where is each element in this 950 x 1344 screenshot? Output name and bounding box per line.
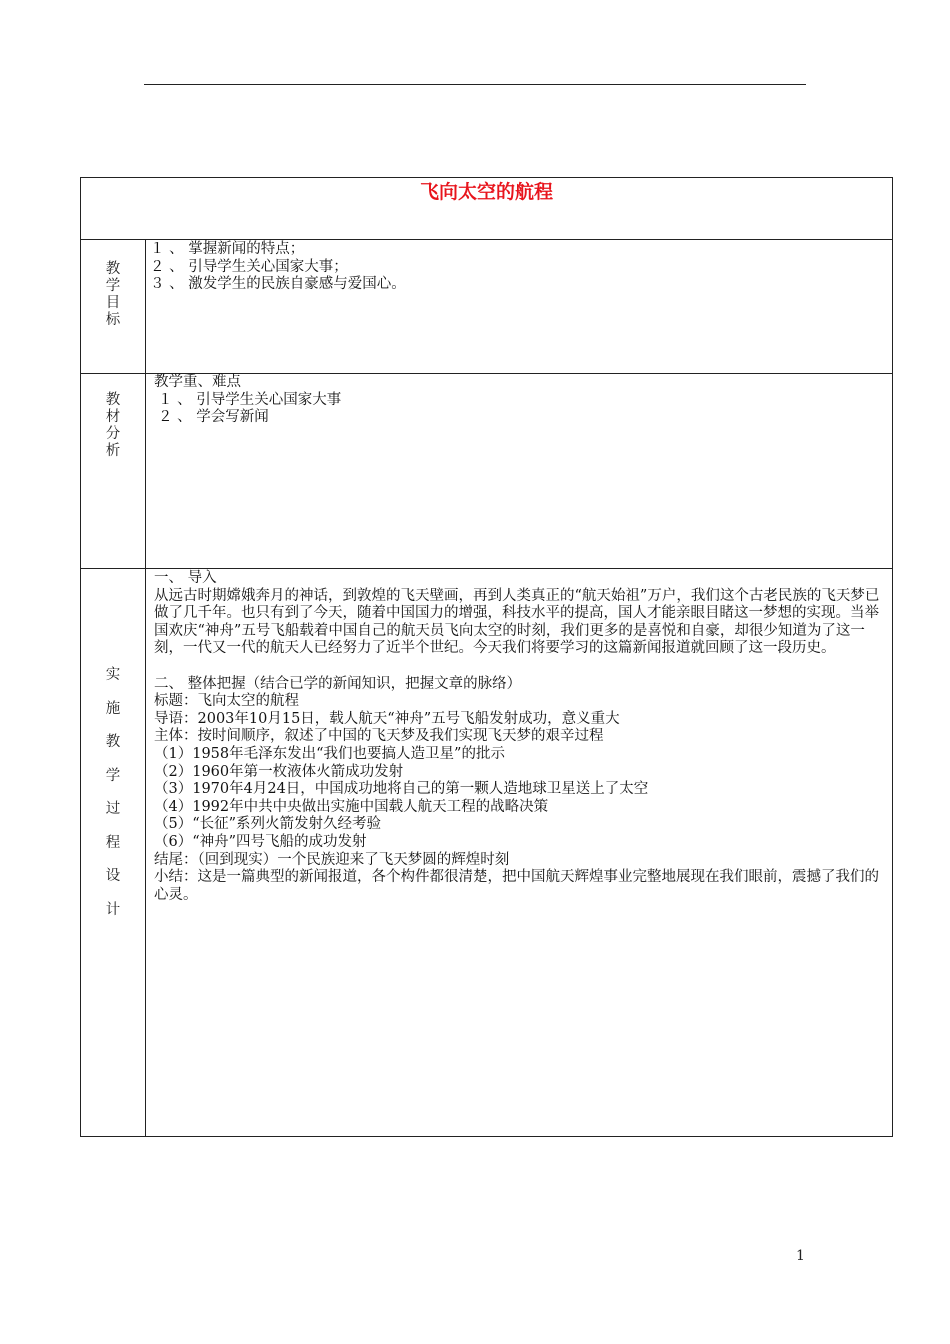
goals-label-char: 标	[105, 312, 121, 328]
process-label-char: 教	[105, 734, 121, 750]
outline-line: （4）1992年中共中央做出实施中国载人航天工程的战略决策	[154, 798, 549, 815]
analysis-heading: 教学重、难点	[154, 374, 241, 390]
analysis-item: ２ 、 学会写新闻	[158, 409, 269, 426]
analysis-label-char: 分	[105, 426, 121, 442]
page-number: 1	[796, 1248, 805, 1264]
analysis-label-char: 析	[105, 443, 121, 459]
goal-item: ２ 、 引导学生关心国家大事；	[150, 258, 348, 275]
lesson-title: 飞向太空的航程	[419, 181, 553, 203]
goals-content-cell	[146, 240, 893, 374]
analysis-item: １ 、 引导学生关心国家大事	[158, 391, 342, 408]
process-label-char: 过	[105, 801, 121, 817]
goals-row	[81, 240, 893, 374]
outline-line: 结尾：（回到现实）一个民族迎来了飞天梦圆的辉煌时刻	[154, 851, 510, 868]
outline-line: 主体：按时间顺序，叙述了中国的飞天梦及我们实现飞天梦的艰辛过程	[154, 728, 604, 745]
intro-paragraph: 从远古时期嫦娥奔月的神话，到敦煌的飞天壁画，再到人类真正的“航天始祖”万户，我们这个古老民族的飞天梦已做了几千年。也只有到了今天，随着中国国力的增强，科技水平的提高，国人才能亲眼目睹这一梦想的实现。当举国欢庆“神舟”五号飞船载着中国自己的航天员飞向太空的时刻，我们更多的是喜悦和自豪，却很少知道为了这一刻，一代又一代的航天人已经努力了近半个世纪。今天我们将要学习的这篇新闻报道就回顾了这一段历史。	[154, 587, 880, 657]
title-row	[81, 178, 893, 240]
goals-label-char: 教	[105, 261, 121, 277]
outline-line: （1）1958年毛泽东发出“我们也要搞人造卫星”的批示	[154, 745, 505, 762]
analysis-label-char: 教	[105, 392, 121, 408]
process-label-char: 学	[105, 767, 121, 784]
process-label-char: 设	[105, 868, 121, 884]
process-label-char: 实	[105, 667, 121, 683]
title-cell	[81, 178, 893, 240]
header-rule	[144, 84, 806, 85]
analysis-label-cell	[81, 374, 146, 569]
process-row	[81, 569, 893, 1137]
process-label-char: 程	[105, 834, 121, 851]
outline-line: （5）“长征”系列火箭发射久经考验	[154, 816, 382, 833]
goals-label-char: 目	[105, 295, 121, 311]
analysis-content-cell	[146, 374, 893, 569]
section-heading-intro: 一、 导入	[154, 570, 217, 586]
section-heading-overview: 二、 整体把握（结合已学的新闻知识，把握文章的脉络）	[154, 675, 522, 692]
outline-line: 标题：飞向太空的航程	[154, 693, 299, 710]
outline-line: （3）1970年4月24日，中国成功地将自己的第一颗人造地球卫星送上了太空	[154, 781, 649, 798]
blank-line	[154, 658, 888, 676]
analysis-row	[81, 374, 893, 569]
goal-item: １ 、 掌握新闻的特点；	[150, 241, 305, 257]
process-content-cell	[146, 569, 893, 1137]
process-label-char: 施	[105, 700, 121, 717]
summary-line: 小结：这是一篇典型的新闻报道，各个构件都很清楚，把中国航天辉煌事业完整地展现在我们眼前，震撼了我们的心灵。	[154, 869, 879, 903]
outline-line: （6）“神舟”四号飞船的成功发射	[154, 833, 367, 850]
analysis-label-char: 材	[105, 409, 121, 425]
process-label-cell	[81, 569, 146, 1137]
goals-label-char: 学	[105, 278, 121, 294]
goal-item: ３ 、 激发学生的民族自豪感与爱国心。	[150, 276, 406, 293]
process-label-char: 计	[105, 901, 121, 918]
goals-label	[81, 261, 145, 329]
outline-line: 导语：2003年10月15日，载人航天“神舟”五号飞船发射成功，意义重大	[154, 710, 620, 727]
lesson-plan-table	[80, 177, 893, 1137]
process-label	[81, 659, 145, 927]
analysis-label	[81, 392, 145, 460]
outline-line: （2）1960年第一枚液体火箭成功发射	[154, 763, 404, 780]
goals-label-cell	[81, 240, 146, 374]
